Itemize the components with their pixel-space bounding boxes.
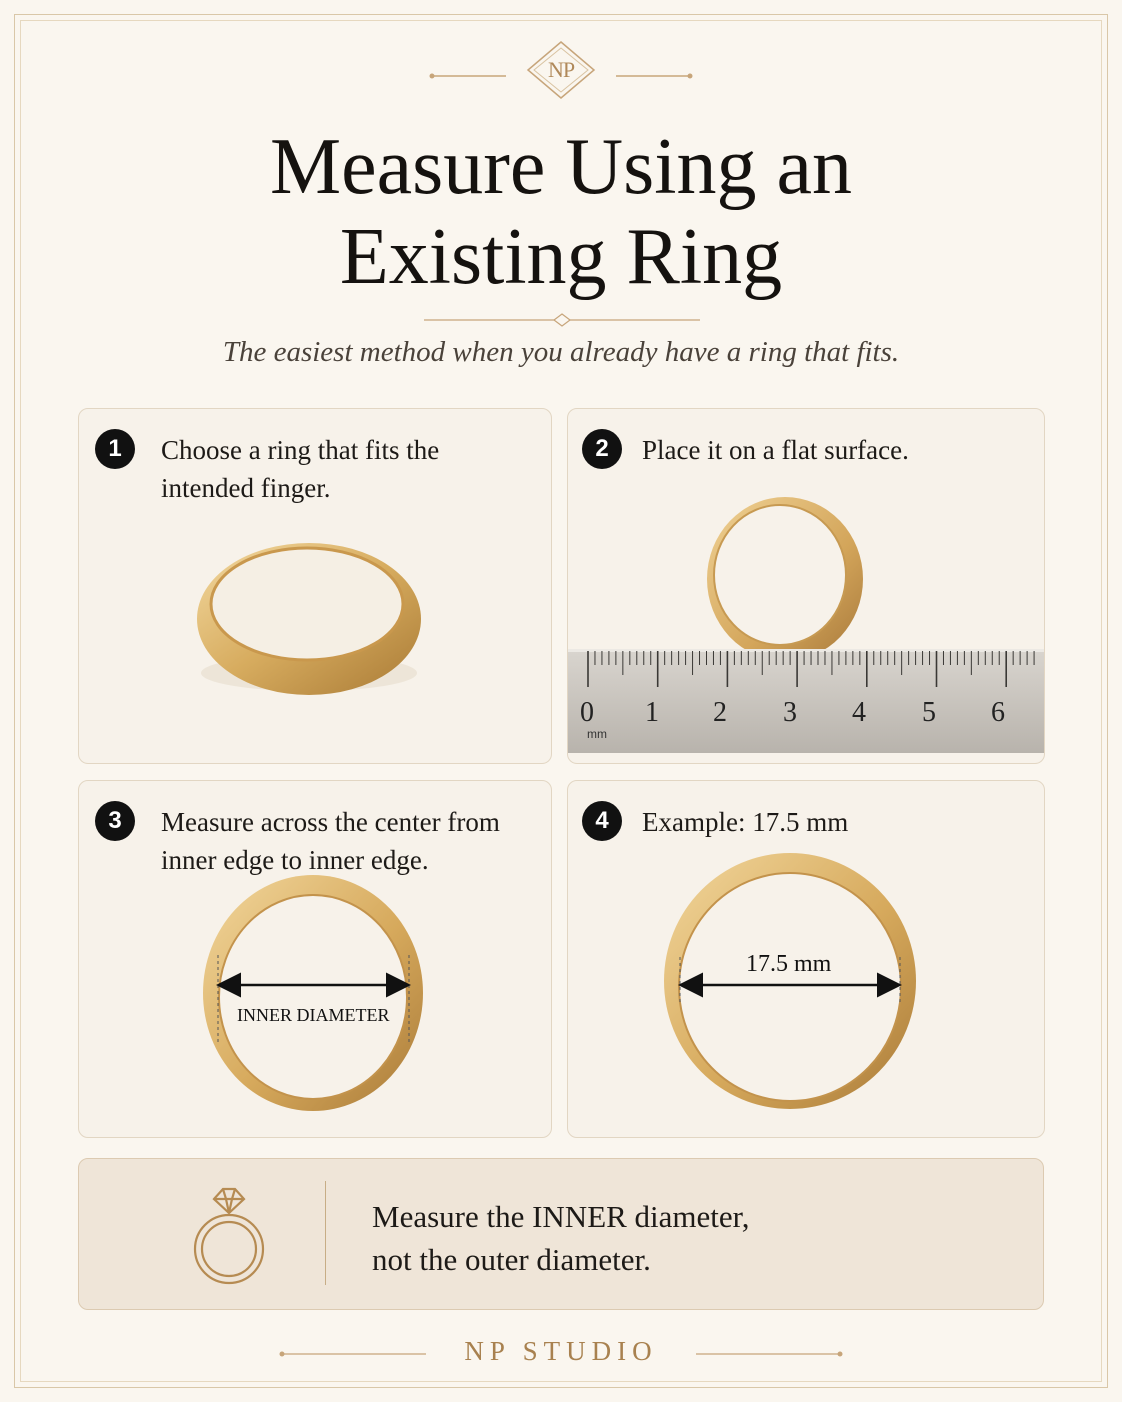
step-text-3: Measure across the center from inner edge to inner edge. — [161, 807, 500, 875]
step-number-4: 4 — [582, 801, 622, 841]
ruler-label-0: 0 — [580, 697, 594, 728]
ruler-label-1: 1 — [645, 697, 659, 728]
ruler-label-5: 5 — [922, 697, 936, 728]
logo-row — [0, 40, 1122, 100]
tip-line-2: not the outer diameter. — [372, 1242, 651, 1277]
title-divider — [0, 311, 1122, 331]
ruler-label-6: 6 — [991, 697, 1005, 728]
tip-text — [372, 1195, 750, 1281]
inner-diameter-label: INNER DIAMETER — [237, 1005, 390, 1025]
tip-divider — [325, 1181, 326, 1285]
step-number-2: 2 — [582, 429, 622, 469]
step-card-2 — [567, 408, 1045, 764]
example-measure-label: 17.5 mm — [746, 951, 832, 977]
step-card-3 — [78, 780, 552, 1138]
ruler-ticks — [568, 409, 1044, 763]
ruler-label-2: 2 — [713, 697, 727, 728]
diamond-ring-icon — [179, 1179, 299, 1289]
title-line-1: Measure Using an — [269, 123, 853, 211]
step-text-4: Example: 17.5 mm — [642, 807, 849, 837]
ruler-label-3: 3 — [783, 697, 797, 728]
step-text-1: Choose a ring that fits the intended finger. — [161, 435, 440, 503]
brand-monogram: NP — [547, 57, 575, 82]
page-title — [0, 122, 1122, 302]
title-line-2: Existing Ring — [339, 213, 783, 301]
step-card-1 — [78, 408, 552, 764]
tip-line-1: Measure the INNER diameter, — [372, 1199, 750, 1234]
ruler-label-4: 4 — [852, 697, 866, 728]
step-text-2: Place it on a flat surface. — [642, 435, 909, 465]
subtitle: The easiest method when you already have a ring that fits. — [222, 336, 900, 368]
step-number-1: 1 — [95, 429, 135, 469]
footer-brand: NP STUDIO — [464, 1336, 658, 1366]
ring-inner-diameter-illustration — [79, 781, 551, 1137]
step-card-4 — [567, 780, 1045, 1138]
ring-tilted-illustration — [79, 409, 551, 763]
footer — [0, 1334, 1122, 1374]
step-number-3: 3 — [95, 801, 135, 841]
tip-banner — [78, 1158, 1044, 1310]
ruler-unit: mm — [587, 727, 607, 741]
